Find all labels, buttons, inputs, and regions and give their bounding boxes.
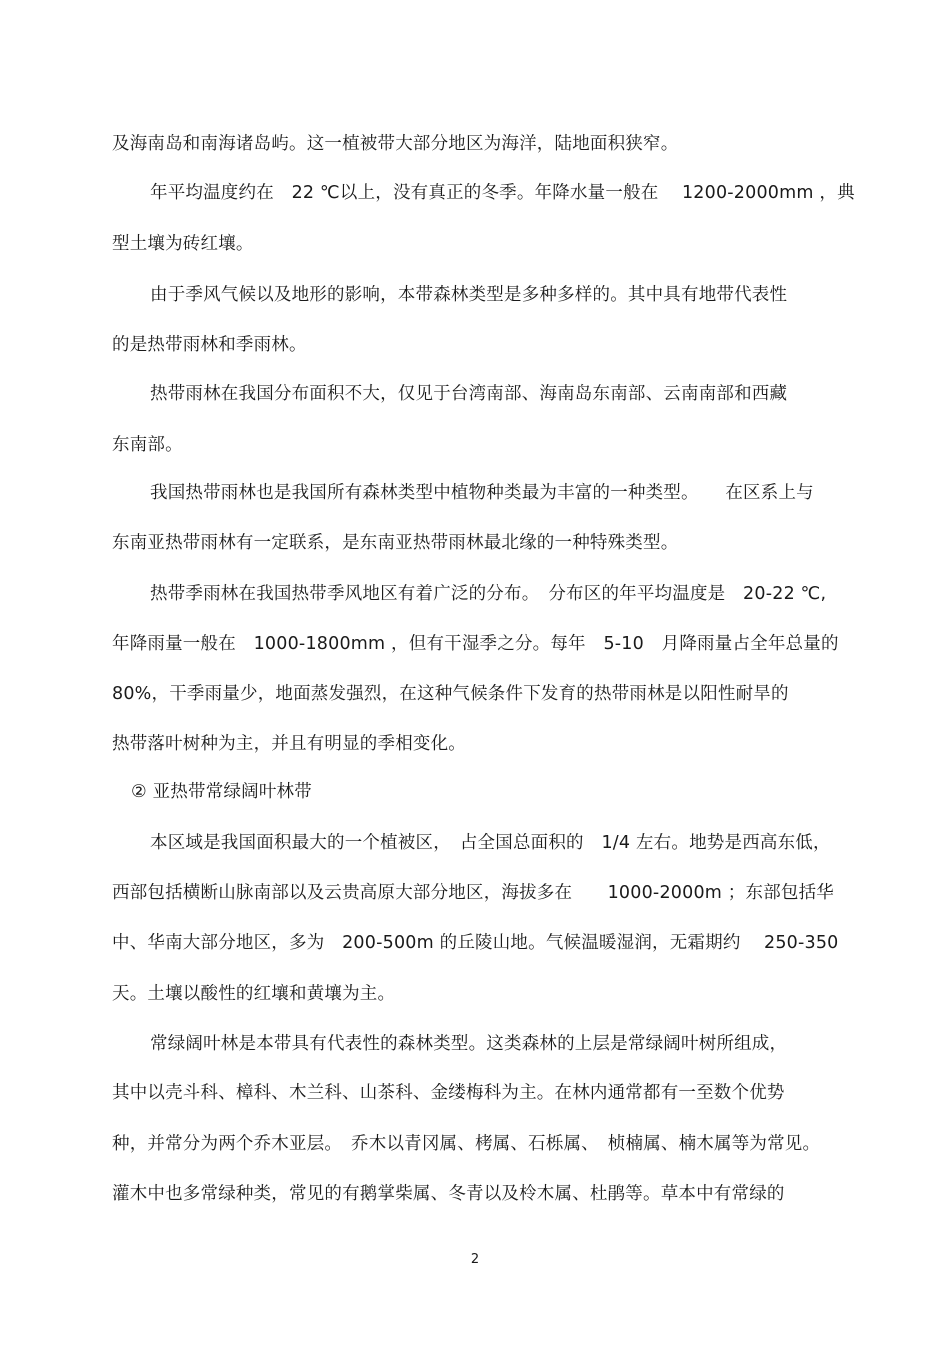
text-line: 灌木中也多常绿种类，常见的有鹅掌柴属、冬青以及柃木属、杜鹃等。草本中有常绿的 (112, 1184, 785, 1204)
text-line: 中、华南大部分地区，多为 200-500m 的丘陵山地。气候温暖湿润，无霜期约 250-350 (112, 933, 839, 953)
text-line: 本区域是我国面积最大的一个植被区， 占全国总面积的 1/4 左右。地势是西高东低， (150, 833, 831, 853)
text-line: 东南部。 (112, 435, 183, 455)
text-line: 常绿阔叶林是本带具有代表性的森林类型。这类森林的上层是常绿阔叶树所组成， (150, 1034, 788, 1054)
text-line: 天。土壤以酸性的红壤和黄壤为主。 (112, 984, 396, 1004)
text-line: 的是热带雨林和季雨林。 (112, 335, 307, 355)
section-heading: ② 亚热带常绿阔叶林带 (131, 782, 312, 802)
text-line: 种，并常分为两个乔木亚层。 乔木以青冈属、栲属、石栎属、 桢楠属、楠木属等为常见。 (112, 1134, 821, 1154)
text-line: 西部包括横断山脉南部以及云贵高原大部分地区，海拔多在 1000-2000m ；东部包括华 (112, 883, 834, 903)
text-line: 其中以壳斗科、樟科、木兰科、山茶科、金缕梅科为主。在林内通常都有一至数个优势 (112, 1083, 785, 1103)
text-line: 及海南岛和南海诸岛屿。这一植被带大部分地区为海洋，陆地面积狭窄。 (112, 134, 679, 154)
text-line: 型土壤为砖红壤。 (112, 234, 254, 254)
text-line: 东南亚热带雨林有一定联系，是东南亚热带雨林最北缘的一种特殊类型。 (112, 533, 679, 553)
text-line: 热带季雨林在我国热带季风地区有着广泛的分布。 分布区的年平均温度是 20-22 ℃, (150, 584, 827, 604)
text-line: 年平均温度约在 22 ℃以上，没有真正的冬季。年降水量一般在 1200-2000mm ，典 (150, 183, 855, 203)
text-line: 我国热带雨林也是我国所有森林类型中植物种类最为丰富的一种类型。 在区系上与 (150, 483, 814, 503)
text-line: 热带落叶树种为主，并且有明显的季相变化。 (112, 734, 466, 754)
text-line: 80%，干季雨量少，地面蒸发强烈，在这种气候条件下发育的热带雨林是以阳性耐旱的 (112, 684, 789, 704)
page-number: 2 (470, 1252, 480, 1267)
text-line: 热带雨林在我国分布面积不大，仅见于台湾南部、海南岛东南部、云南南部和西藏 (150, 384, 788, 404)
text-line: 由于季风气候以及地形的影响，本带森林类型是多种多样的。其中具有地带代表性 (150, 285, 788, 305)
text-line: 年降雨量一般在 1000-1800mm ，但有干湿季之分。每年 5-10 月降雨量占全年总量的 (112, 634, 839, 654)
